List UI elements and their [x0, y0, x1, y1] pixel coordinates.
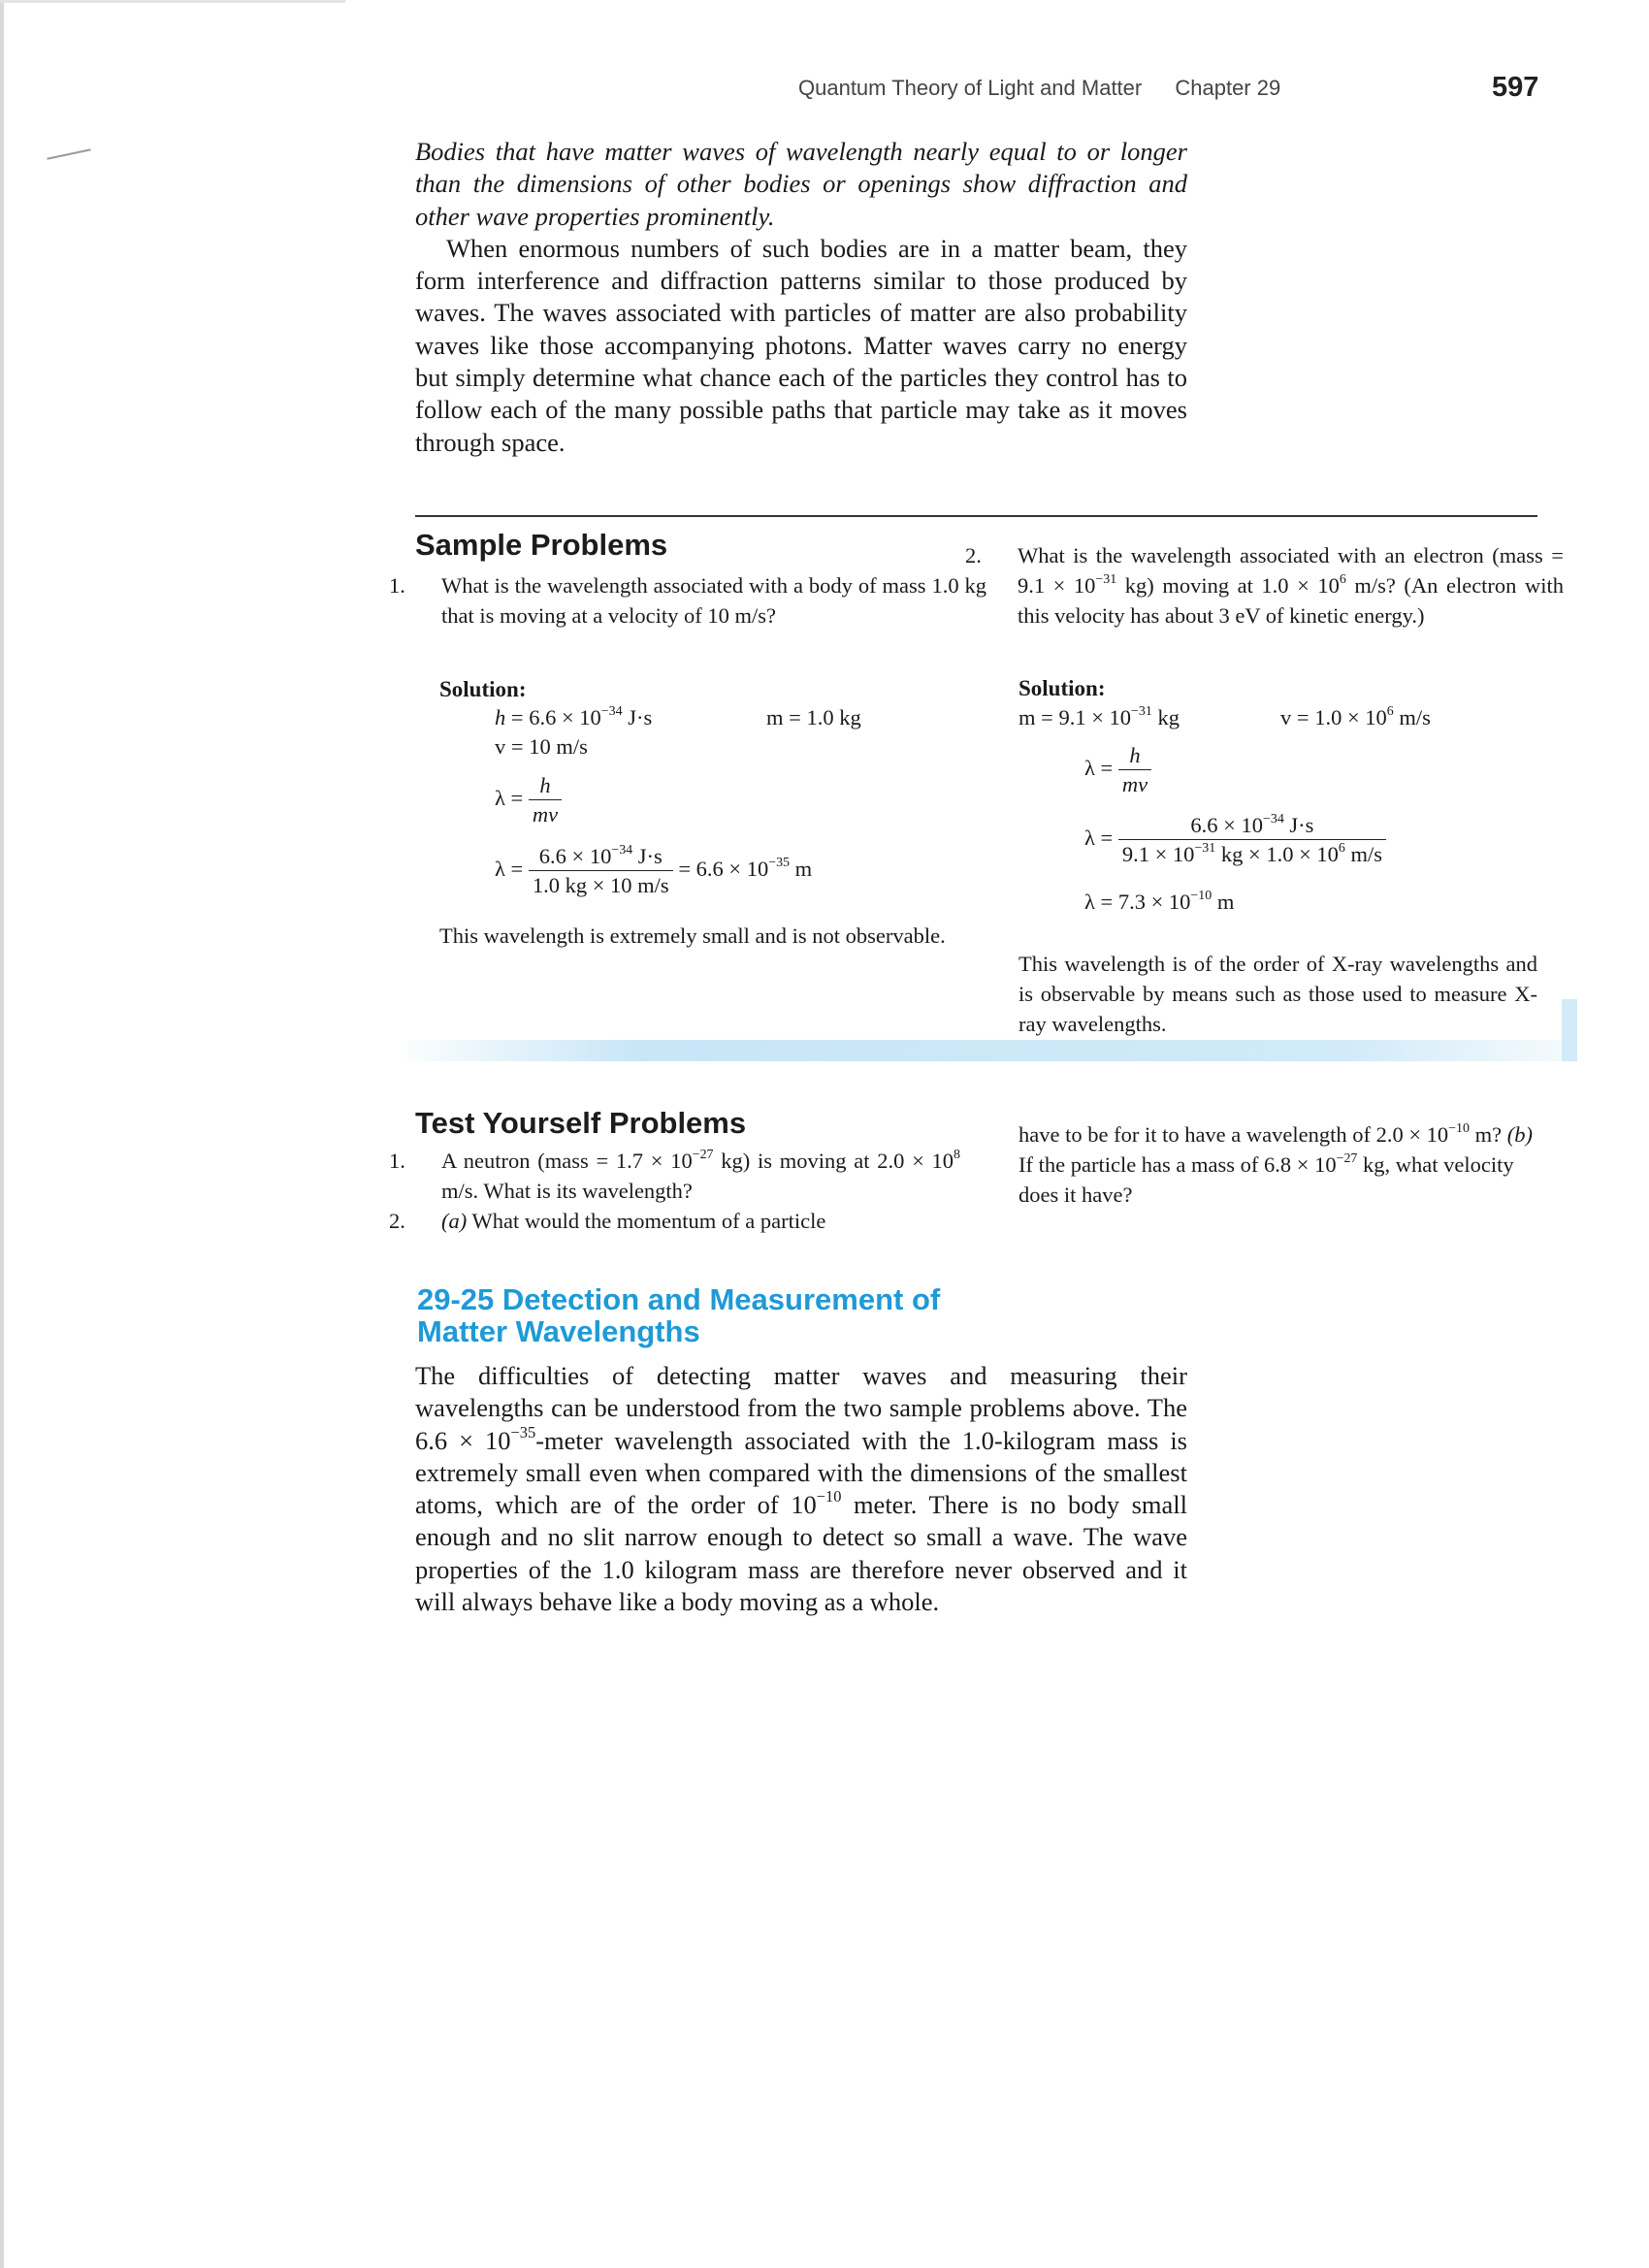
sample-problems-title: Sample Problems — [415, 528, 668, 562]
chapter-label: Chapter 29 — [1175, 76, 1281, 100]
intro-text — [415, 136, 1187, 459]
test-problem-1: 1. A neutron (mass = $1.7 \times 10^{-27}$ kg) is moving at $2.0 \times 10^8$ m/s. What is its wavelength? — [389, 1147, 960, 1203]
p1-velocity-value: v = 10 m/s — [495, 734, 588, 759]
test-yourself-title: Test Yourself Problems — [415, 1106, 747, 1140]
book-title: Quantum Theory of Light and Matter — [798, 76, 1143, 100]
solution-label-2: Solution: — [1018, 676, 1106, 700]
scan-edge — [0, 0, 4, 2268]
p2-lambda-calculation: λ = $\frac{6.6 \times 10^{-34} J\cdot s}{9.1 \times 10^{-31} kg \times 1.0 \times 10^6 m/s}$ — [1084, 813, 1386, 867]
p1-mass-value: m = 1.0 kg — [766, 705, 861, 729]
p1-lambda-formula: λ = $\frac{h}{mv}$ — [495, 773, 562, 827]
solution-label-1: Solution: — [439, 677, 527, 701]
p1-lambda-calculation: λ = $\frac{6.6 \times 10^{-34} J\cdot s}{1.0 kg \times 10 m/s}$ = $6.6 \times 10^{-35}$ m — [495, 842, 813, 897]
p2-lambda-result: $\lambda = 7.3 \times 10^{-10}$ m — [1084, 888, 1235, 914]
scan-mark — [47, 148, 90, 160]
intro-italic-statement: Bodies that have matter waves of wavelength nearly equal to or longer than the dimensions of other bodies or openings show diffraction and other wave properties prominently. — [415, 137, 1187, 231]
intro-paragraph: When enormous numbers of such bodies are in a matter beam, they form interference and diffraction patterns similar to those produced by waves. The waves associated with particles of matter are also probability waves like those accompanying photons. Matter waves carry no energy but simply determine what chance each of the particles they control has to follow each of the many possible paths that particle may take as it moves through space. — [415, 233, 1187, 457]
problem-number: 1. — [389, 573, 405, 598]
page-number: 597 — [1492, 72, 1539, 103]
p2-lambda-formula: λ = $\frac{h}{mv}$ — [1084, 743, 1151, 797]
problem-text: What is the wavelength associated with a body of mass 1.0 kg that is moving at a velocity of 10 m/s? — [441, 573, 986, 628]
sample-problems-bottom-band — [407, 1040, 1576, 1061]
section-paragraph: The difficulties of detecting matter waves and measuring their wavelengths can be understood from the two sample problems above. The $6.6 \times 10^{-35}$-meter wavelength associated with the 1.0-kilogram mass is extremely small even when compared with the dimensions of the smallest atoms, which are of the order of $10^{-10}$ meter. There is no body small enough and no slit narrow enough to detect so small a wave. The wave properties of the 1.0 kilogram mass are therefore never observed and it will always behave like a body moving as a whole. — [415, 1361, 1187, 1617]
section-heading — [417, 1283, 1096, 1347]
section-heading-line-2: Matter Wavelengths — [417, 1314, 700, 1348]
test-problem-2-continued: have to be for it to have a wavelength of $2.0 \times 10^{-10}$ m? (b) If the particle has a mass of $6.8 \times 10^{-27}$ kg, what velocity does it have? — [1018, 1120, 1533, 1207]
p1-planck-constant: $h = 6.6 \times 10^{-34}$ J·s — [495, 703, 653, 729]
section-rule — [415, 515, 1537, 517]
scan-top-edge — [0, 0, 345, 3]
p2-conclusion: This wavelength is of the order of X-ray wavelengths and is observable by means such as those used to measure X-ray wavelengths. — [1018, 952, 1537, 1036]
p2-mass-value: $m = 9.1 \times 10^{-31}$ kg — [1018, 703, 1180, 729]
sample-problem-1 — [389, 570, 986, 631]
test-problem-2-start: 2. (a) What would the momentum of a particle — [389, 1209, 826, 1233]
p1-conclusion: This wavelength is extremely small and is not observable. — [439, 923, 946, 948]
p2-velocity-value: $v = 1.0 \times 10^6$ m/s — [1280, 703, 1431, 729]
sample-problems-band-cap — [1562, 999, 1577, 1061]
sample-problem-2: 2. What is the wavelength associated with an electron (mass = $9.1 \times 10^{-31}$ kg) moving at $1.0 \times 10^6$ m/s? (An electron with this velocity has about 3 eV of kinetic energy.) — [965, 543, 1564, 628]
running-header — [798, 76, 1308, 101]
section-heading-line-1: 29-25 Detection and Measurement of — [417, 1282, 941, 1316]
